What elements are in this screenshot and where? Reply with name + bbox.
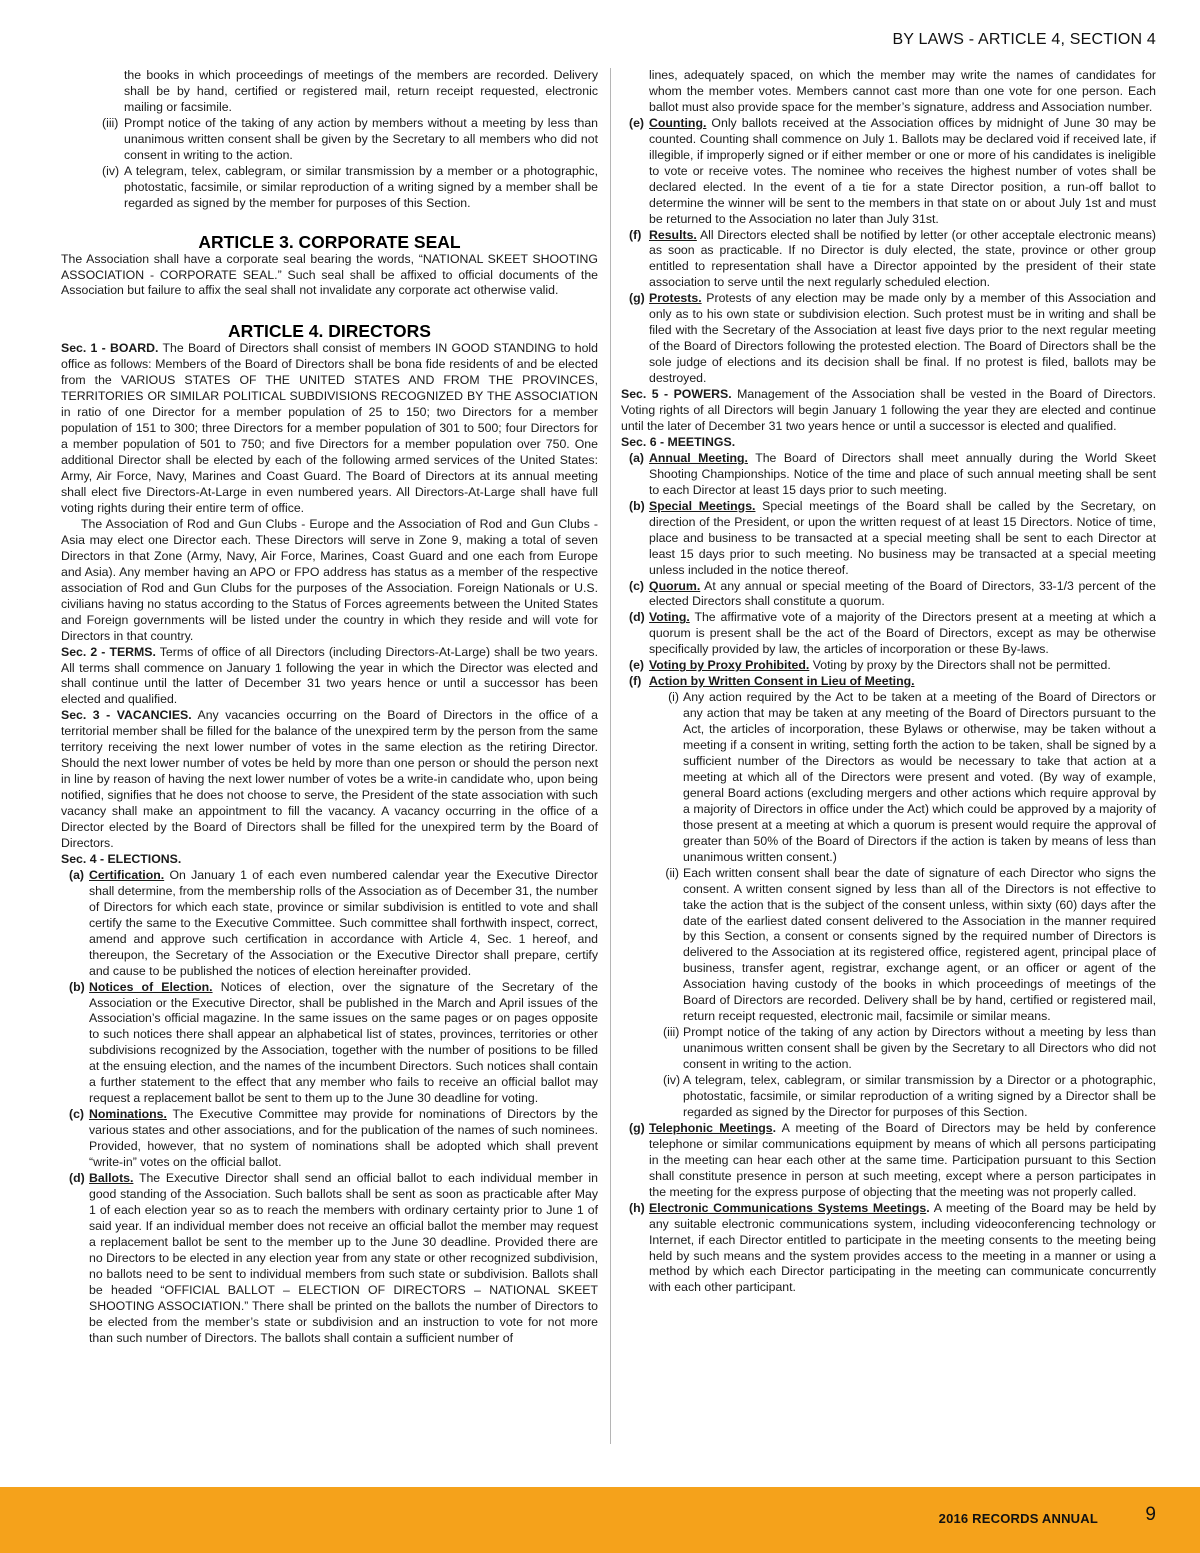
section-text: Terms of office of all Directors (including Directors-At-Large) shall be two years. All terms shall commence on January 1 following the year in which the Director was elected and shall continue until the latter of December 31 two years hence or until a successor has been elected and qualified. [61,644,598,707]
clause-text: Any action required by the Act to be taken at a meeting of the Board of Directors or any action that may be taken at any meeting of the Board of Directors pursuant to the Act, the articles of incorporation, these Bylaws or otherwise, may be taken without a meeting if a consent in writing, setting forth the action to be taken, shall be signed by a sufficient number of the Directors as would be necessary to take that action at a meeting at which all of the Directors were present and voted. (By way of example, general Board actions (excluding mergers and other actions which require approval by a majority of Directors in office under the Act) which could be approved by a majority of those present at a meeting at which a quorum is present would require the approval of greater than 50% of the Board of Directors if the action is taken by means of less than unanimous written consent.) [683,690,1156,864]
written-consent-clause-iv [621,1073,1156,1121]
election-item-results [621,228,1156,292]
meeting-item-special [621,499,1156,579]
written-consent-clause-ii [621,866,1156,1026]
section-6-heading: Sec. 6 - MEETINGS. [621,434,736,449]
item-title: Electronic Communications Systems Meetings [649,1200,927,1215]
section-heading: Sec. 5 - POWERS. [621,387,732,402]
item-label: (g) [629,291,645,306]
item-label: (a) [629,450,645,465]
running-header: BY LAWS - ARTICLE 4, SECTION 4 [892,31,1156,48]
item-text: The Board of Directors shall meet annually during the World Skeet Shooting Championships. Notice of the time and place of such annual meeting shall be sent to each Director at least 15 days prior to such meeting. [649,450,1156,497]
ballots-continuation: lines, adequately spaced, on which the member may write the names of candidates for whom the member votes. Members cannot cast more than one vote for one person. Each ballot must also provide space for the member’s signature, address and Association number. [649,68,1156,114]
item-text: Protests of any election may be made only by a member of this Association and only as to his own state or subdivision election. Such protest must be in writing and shall be filed with the Secretary of the Association at least five days prior to the next regular meeting of the Board of Directors following the protested election. The Board of Directors shall be the sole judge of elections and its decision shall be final. If no protest is filed, ballots may be destroyed. [649,291,1156,386]
article-3-heading: ARTICLE 3. CORPORATE SEAL [198,231,461,252]
page-number: 9 [1145,1504,1156,1525]
clause-number: (iv) [663,1073,681,1088]
meeting-item-written-consent [621,674,1156,690]
item-text: The Executive Committee may provide for nominations of Directors by the various states and other associations, and for the publication of the names of such nominees. Provided, however, that no system of nominations shall be adopted which shall prevent “write-in” votes on the official ballot. [89,1107,598,1170]
item-label: (e) [629,658,645,673]
item-text: The affirmative vote of a majority of the Directors present at a meeting at which a quorum is present shall be the act of the Board of Directors, except as may be otherwise specifically provided by law, the articles of incorporation or these By-laws. [649,610,1156,657]
clause-text: Prompt notice of the taking of any action by Directors without a meeting by less than unanimous written consent shall be given by the Secretary to all Directors who did not consent in writing to the action. [683,1025,1156,1072]
meeting-item-electronic: (h) Electronic Communications Systems Meetings. A meeting of the Board may be held by any suitable electronic communications system, including videoconferencing technology or Internet, if each Director entitled to participate in the meeting consents to the meeting being held by such means and the system provides access to the meeting in a manner or using a method by which each Director participating in the meeting can communicate concurrently with each other participant. [629,1200,1156,1295]
article-3-body: The Association shall have a corporate seal bearing the words, “NATIONAL SKEET SHOOTING ASSOCIATION - CORPORATE SEAL.” Such seal shall be affixed to official documents of the Association but failure to affix the seal shall not invalidate any corporate act otherwise valid. [61,251,598,298]
section-text: The Board of Directors shall consist of members IN GOOD STANDING to hold office as follows: Members of the Board of Directors shall be bona fide residents of and be elected from the VARIOUS STATES OF THE UNITED STATES AND FROM THE PROVINCES, TERRITORIES OR SIMILAR POLITICAL SUBDIVISIONS RECOGNIZED BY THE ASSOCIATION in ratio of one Director for a member population of 25 to 150; two Directors for a member population of 151 to 300; three Directors for a member population of 301 to 500; four Directors for a member population of 501 to 750; and five Directors for a member population over 750. One additional Director shall be elected by each of the following armed services of the United States: Army, Air Force, Navy, Marines and Coast Guard. The Board of Directors at its annual meeting shall elect five Directors-At-Large in even numbered years. All Directors-At-Large shall have full voting rights during their entire term of office. [61,341,599,515]
article-4-heading: ARTICLE 4. DIRECTORS [228,321,431,342]
item-title: Voting by Proxy Prohibited. [649,658,810,673]
section-4-heading: Sec. 4 - ELECTIONS. [61,851,182,866]
consent-clause-continuation [61,68,598,116]
section-heading: Sec. 1 - BOARD. [61,341,159,356]
item-label: (g) [629,1120,645,1135]
consent-clause-iii [61,116,598,164]
meeting-item-telephonic: (g) Telephonic Meetings. A meeting of the Board of Directors may be held by conference telephone or similar communications equipment by means of which all persons participating in the meeting can hear each other at the same time. Participation pursuant to this Section shall constitute presence in person at such meeting, except where a person participates in the meeting for the express purpose of objecting that the meeting was not properly called. [629,1120,1156,1199]
section-text: Management of the Association shall be vested in the Board of Directors. Voting rights of all Directors will begin January 1 following the year they are elected and continue until the later of December 31 two years hence or until a successor is elected and qualified. [621,387,1156,433]
meeting-item-quorum [621,579,1156,611]
left-column [61,68,598,1346]
meeting-item-proxy [621,658,1156,674]
election-item-certification [61,868,598,980]
item-title: Nominations. [89,1107,167,1122]
item-label: (c) [629,578,645,593]
item-title: Certification. [89,867,165,882]
item-title: Voting. [649,610,690,625]
section-5-powers [621,387,1156,435]
item-label: (b) [69,979,85,994]
item-label: (d) [629,610,645,625]
written-consent-clause-iii [621,1025,1156,1073]
clause-number: (ii) [665,865,679,880]
item-label: (e) [629,115,645,130]
item-text: Special meetings of the Board shall be called by the Secretary, on direction of the President, or upon the written request of at least 15 Directors. Notice of time, place and business to be transacted at a special meeting shall be sent to each Director at least 15 days prior to such meeting. No business may be transacted at a special meeting unless included in the notice thereof. [649,498,1156,577]
item-label: (a) [69,867,85,882]
item-label: (c) [69,1107,85,1122]
election-item-ballots [61,1171,598,1346]
clause-text: the books in which proceedings of meetings of the members are recorded. Delivery shall be by hand, certified or registered mail, return receipt requested, electronic mailing or facsimile. [124,68,598,114]
section-heading: Sec. 2 - TERMS. [61,644,156,659]
item-title: Protests. [649,291,702,306]
item-text: At any annual or special meeting of the Board of Directors, 33-1/3 percent of the elected Directors shall constitute a quorum. [649,578,1156,609]
item-text: Voting by proxy by the Directors shall not be permitted. [812,658,1111,673]
item-label: (f) [629,674,642,689]
item-title: Special Meetings. [649,498,756,513]
item-label: (h) [629,1200,645,1215]
item-label: (f) [629,227,642,242]
clause-text: Each written consent shall bear the date of signature of each Director who signs the consent. A written consent signed by less than all of the Directors is not effective to take the action that is the subject of the consent unless, within sixty (60) days after the date of the earliest dated consent delivered to the Association in the manner required by this Section, a consent or consents signed by the required number of Directors is delivered to the Association at its registered office, registered agent, principal place of business, transfer agent, registrar, exchange agent, or an officer or agent of the Association having custody of the books in which proceedings of meetings of the Board of Directors are recorded. Delivery shall be by hand, certified or registered mail, return receipt requested, electronic mail, facsimile or similar means. [683,865,1156,1024]
item-title: Annual Meeting. [649,450,748,465]
item-label: (b) [629,498,645,513]
footer-publication: 2016 RECORDS ANNUAL [938,1511,1098,1526]
right-column [621,68,1156,1296]
item-title: Ballots. [89,1171,134,1185]
section-2-terms [61,645,598,709]
item-title: Results. [649,227,697,242]
item-title: Notices of Election. [89,979,213,994]
section-3-vacancies [61,708,598,852]
item-text: On January 1 of each even numbered calendar year the Executive Director shall determine, from the membership rolls of the Association as of December 31, the number of Directors for which each state, province or similar subdivision is entitled to vote and shall certify the same to the Executive Committee. Such committee shall forthwith inspect, correct, amend and approve such certification in accordance with Article 4, Sec. 1 hereof, and thereupon, the Secretary of the Association or the Executive Director shall prepare, certify and cause to be published the notices of election hereinafter provided. [89,867,598,978]
meeting-item-annual [621,451,1156,499]
election-item-notices [61,980,598,1108]
clause-number: (iii) [663,1025,680,1040]
item-text: Only ballots received at the Association offices by midnight of June 30 may be counted. Counting shall commence on July 1. Ballots may be declared void if received late, if illegible, if improperly signed or if either member or one or more of his candidates is ineligible to vote or receive votes. The nominee who receives the highest number of votes shall be declared elected. In the event of a tie for a state Director position, a run-off ballot to determine the winner will be sent to the members in that state on or about July 1st and must be returned to the Association no later than July 31st. [649,115,1157,226]
item-title: Counting. [649,115,707,130]
item-text: All Directors elected shall be notified by letter (or other acceptale electronic means) as soon as practicable. If no Director is duly elected, the state, province or other group entitled to representation shall have a Director appointed by the president of their state association to serve until the next regularly scheduled election. [649,227,1156,290]
item-text: A meeting of the Board may be held by any suitable electronic communications system, including videoconferencing technology or Internet, if each Director entitled to participate in the meeting consents to the meeting being held by such means and the system provides access to the meeting in a manner or using a method by which each Director participating in the meeting can communicate concurrently with each other participant. [649,1200,1156,1295]
consent-clause-iv [61,164,598,212]
clause-number: (iii) [102,115,119,130]
clause-text: A telegram, telex, cablegram, or similar transmission by a Director or a photographic, photostatic, facsimile, or similar reproduction of a writing signed by a Director shall be regarded as signed by the Director for purposes of this Section. [683,1073,1156,1119]
written-consent-clause-i [621,690,1156,865]
election-item-counting [621,116,1156,228]
section-text: Any vacancies occurring on the Board of Directors in the office of a territorial member shall be filled for the balance of the unexpired term by the person from the same territory receiving the next lower number of votes in the same election as the retiring Director. Should the next lower number of votes be held by more than one person or should the person next in line by reason of having the next lower number of votes be a write-in candidate who, upon being notified, signifies that he does not choose to serve, the President of the state association with such vacancy shall make an appointment to fill the vacancy. A vacancy occurring in the office of a Director elected by the Board of Directors shall be filled for the unexpired term by the Board of Directors. [61,708,598,850]
item-title: Quorum. [649,578,701,593]
item-text: The Executive Director shall send an official ballot to each individual member in good standing of the Association. Such ballots shall be sent as soon as practicable after May 1 of each election year so as to reach the members with ordinary certainty prior to June 1 of said year. If an individual member does not receive an official ballot the member may request a replacement ballot be sent to the member up to the June 30 deadline. Provided there are no Directors to be elected in any election year from any state or other recognized subdivision, no ballots need to be sent to individual members from such state or subdivision. Ballots shall be headed “OFFICIAL BALLOT – ELECTION OF DIRECTORS – NATIONAL SKEET SHOOTING ASSOCIATION.” There shall be printed on the ballots the number of Directors to be elected from the member’s state or subdivision and an instruction to vote for not more than such number of Directors. The ballots shall contain a sufficient number of [89,1171,598,1345]
section-1-board [61,341,598,516]
column-divider [610,68,611,1444]
item-text: A meeting of the Board of Directors may be held by conference telephone or similar communications equipment by means of which all persons participating in the meeting can hear each other at the same time. Participation pursuant to this Section shall constitute presence in person at such meeting, except where a person participates in the meeting for the express purpose of objecting that the meeting was not properly called. [649,1120,1156,1199]
clause-text: Prompt notice of the taking of any action by members without a meeting by less than unanimous written consent shall be given by the Secretary to all members who did not consent in writing to the action. [124,115,598,162]
clause-number: (i) [668,690,679,705]
item-text: Notices of election, over the signature of the Secretary of the Association or the Executive Director, shall be published in the March and April issues of the Association’s official magazine. In the same issues on the same pages or on pages opposite to such notices there shall appear an alphabetical list of states, provinces, territories or other subdivisions recognized by the Association, together with the number of positions to be filled at the ensuing election, and the names of the incumbent Directors. Such notices shall contain a further statement to the effect that any member who fails to receive an official ballot may request a replacement ballot be sent to them up to the June 30 deadline for voting. [89,979,598,1106]
meeting-item-voting [621,610,1156,658]
election-item-nominations [61,1107,598,1171]
election-item-protests [621,291,1156,387]
item-label: (d) [69,1171,85,1185]
clause-number: (iv) [102,163,120,178]
section-heading: Sec. 3 - VACANCIES. [61,708,192,723]
clause-text: A telegram, telex, cablegram, or similar transmission by a member or a photographic, photostatic, facsimile, or similar reproduction of a writing signed by a member shall be regarded as signed by the member for purposes of this Section. [124,163,598,210]
item-title: Telephonic Meetings [649,1120,773,1135]
section-1-paragraph-2: The Association of Rod and Gun Clubs - Europe and the Association of Rod and Gun Clubs - Asia may elect one Director each. These Directors will serve in Zone 9, making a total of seven Directors in that Zone (Army, Navy, Air Force, Marines, Coast Guard and one each from Europe and Asia). Any member having an APO or FPO address has status as a member of the respective association of Rod and Gun Clubs for the purposes of the Association. Foreign Nationals or U.S. civilians having no status according to the Status of Forces agreements between the United States and Foreign governments will be listed under the country in which they reside and will vote for Directors in that country. [61,516,598,643]
item-title: Action by Written Consent in Lieu of Meeting. [649,674,915,689]
